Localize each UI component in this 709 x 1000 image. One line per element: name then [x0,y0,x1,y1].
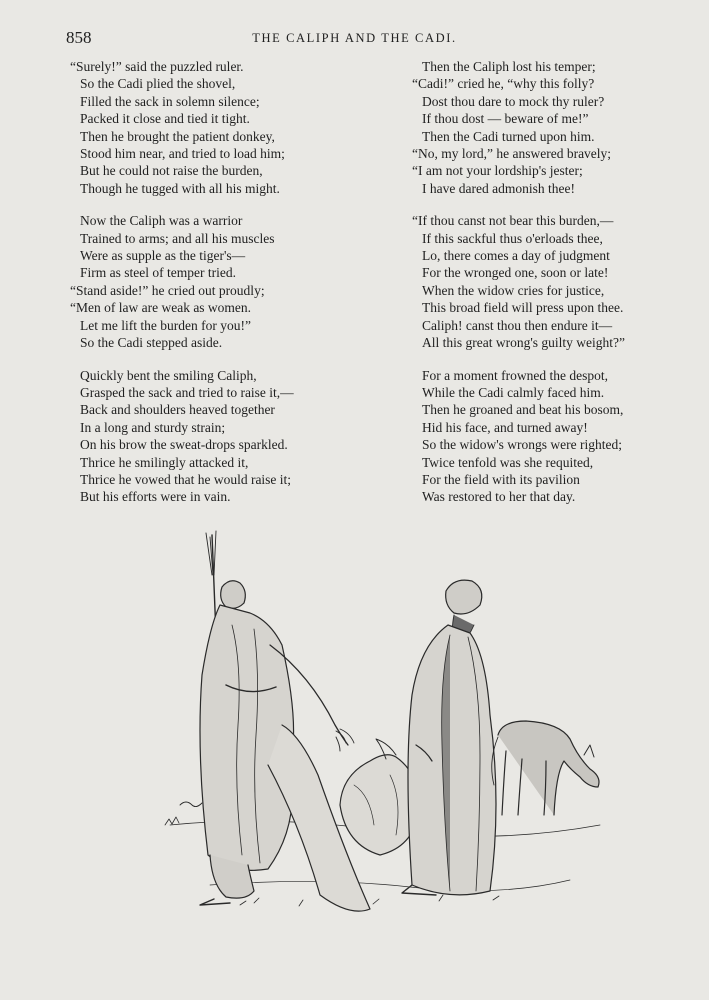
verse-line: All this great wrong's guilty weight?” [422,335,626,351]
verse-line: Was restored to her that day. [422,489,576,505]
verse-line: Dost thou dare to mock thy ruler? [422,93,605,109]
verse-line: Then he brought the patient donkey, [80,128,275,144]
page-header [0,28,709,50]
verse-line: If this sackful thus o'erloads thee, [422,230,603,246]
right-column [412,58,625,521]
verse-line: If thou dost — beware of me!” [422,111,589,127]
verse-line: For a moment frowned the despot, [422,367,608,383]
verse-line: I have dared admonish thee! [422,180,575,196]
verse-line: When the widow cries for justice, [422,282,605,298]
verse-line: “No, my lord,” he answered bravely; [412,146,612,162]
verse-line: While the Cadi calmly faced him. [422,384,605,400]
verse-line: So the widow's wrongs were righted; [422,437,623,453]
verse-line: Stood him near, and tried to load him; [80,146,285,162]
verse-line: “Cadi!” cried he, “why this folly? [412,76,595,92]
verse-line: “Surely!” said the puzzled ruler. [70,59,244,74]
page-number: 858 [66,28,92,47]
verse-line: For the wronged one, soon or late! [422,265,609,281]
stanza [412,58,625,197]
verse-line: Trained to arms; and all his muscles [80,230,275,246]
stanza [70,58,294,197]
verse-line: So the Cadi stepped aside. [80,335,223,351]
verse-line: Filled the sack in solemn silence; [80,93,260,109]
caliph-cadi-engraving [150,525,620,925]
cadi-figure [402,580,496,895]
engraving-illustration [150,525,620,925]
caliph-figure [200,581,370,911]
stanza [412,212,625,351]
verse-line: Then he groaned and beat his bosom, [422,402,624,418]
sack [340,739,419,855]
verse-line: “Men of law are weak as women. [70,300,252,316]
verse-line: But he could not raise the burden, [80,163,263,179]
verse-line: For the field with its pavilion [422,471,580,487]
verse-line: Though he tugged with all his might. [80,180,280,196]
verse-line: “I am not your lordship's jester; [412,163,583,179]
verse-line: On his brow the sweat-drops sparkled. [80,437,288,453]
verse-line: Twice tenfold was she requited, [422,454,594,470]
verse-line: Let me lift the burden for you!” [80,317,251,333]
verse-line: “Stand aside!” he cried out proudly; [70,282,265,298]
stanza [412,367,625,506]
verse-line: “If thou canst not bear this burden,— [412,213,614,229]
verse-line: Then the Cadi turned upon him. [422,128,595,144]
verse-line: Thrice he smilingly attacked it, [80,454,249,470]
verse-line: Grasped the sack and tried to raise it,— [80,384,294,400]
verse-line: Lo, there comes a day of judgment [422,248,610,264]
stanza [70,367,294,506]
verse-line: In a long and sturdy strain; [80,419,226,435]
verse-line: Firm as steel of temper tried. [80,265,236,281]
verse-line: But his efforts were in vain. [80,489,231,505]
stanza [70,212,294,351]
donkey [492,721,599,815]
verse-line: Then the Caliph lost his temper; [422,59,596,74]
verse-line: Were as supple as the tiger's— [80,248,246,264]
verse-line: Quickly bent the smiling Caliph, [80,367,257,383]
verse-line: Back and shoulders heaved together [80,402,275,418]
verse-line: This broad field will press upon thee. [422,300,624,316]
left-column [70,58,294,521]
verse-line: Now the Caliph was a warrior [80,213,243,229]
verse-line: Thrice he vowed that he would raise it; [80,471,292,487]
verse-line: So the Cadi plied the shovel, [80,76,236,92]
verse-line: Packed it close and tied it tight. [80,111,250,127]
running-title: THE CALIPH AND THE CADI. [252,31,457,45]
verse-line: Hid his face, and turned away! [422,419,588,435]
verse-line: Caliph! canst thou then endure it— [422,317,613,333]
